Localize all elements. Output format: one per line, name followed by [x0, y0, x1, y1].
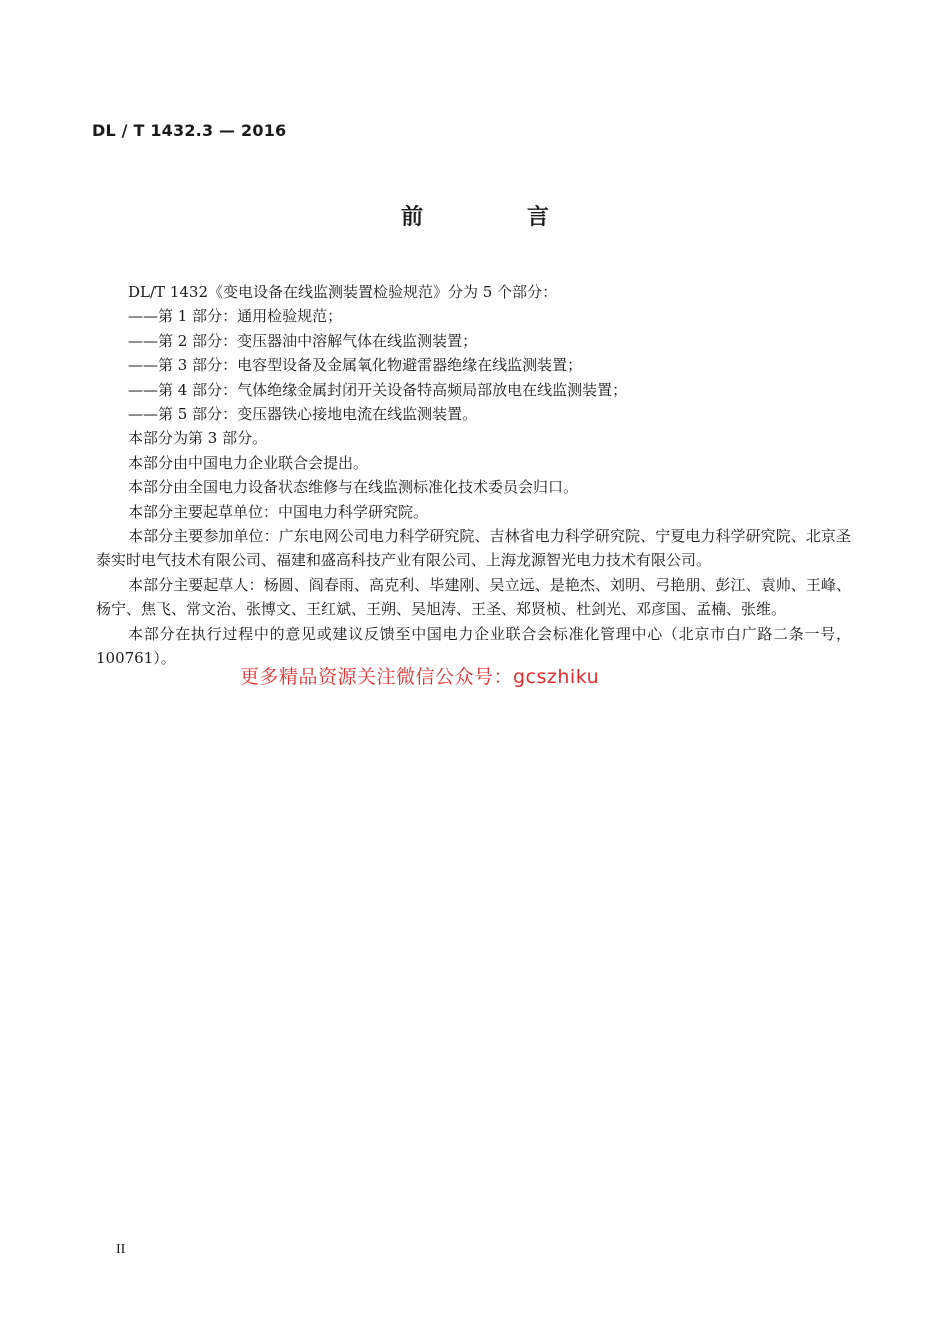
feedback-statement: 本部分在执行过程中的意见或建议反馈至中国电力企业联合会标准化管理中心（北京市白广路二条一号，100761）。	[96, 624, 851, 668]
part-list-item: ——第 3 部分：电容型设备及金属氧化物避雷器绝缘在线监测装置；	[128, 356, 583, 375]
participating-units-statement: 本部分主要参加单位：广东电网公司电力科学研究院、吉林省电力科学研究院、宁夏电力科学研究院、北京圣泰实时电气技术有限公司、福建和盛高科技产业有限公司、上海龙源智光电力技术有限公司。	[96, 527, 851, 570]
committee-statement: 本部分由全国电力设备状态维修与在线监测标准化技术委员会归口。	[128, 478, 579, 497]
page-title: 前 言	[401, 205, 597, 230]
document-body	[96, 280, 851, 671]
drafting-unit-statement: 本部分主要起草单位：中国电力科学研究院。	[128, 502, 429, 521]
part-statement: 本部分为第 3 部分。	[128, 429, 268, 448]
watermark-text: 更多精品资源关注微信公众号：gcszhiku	[240, 666, 600, 688]
proposer-statement: 本部分由中国电力企业联合会提出。	[128, 453, 369, 472]
part-list-item: ——第 4 部分：气体绝缘金属封闭开关设备特高频局部放电在线监测装置；	[128, 380, 628, 399]
intro-paragraph: DL/T 1432《变电设备在线监测装置检验规范》分为 5 个部分：	[128, 283, 558, 301]
page-number: II	[116, 1242, 126, 1257]
drafters-statement: 本部分主要起草人：杨圆、阎春雨、高克利、毕建刚、吴立远、是艳杰、刘明、弓艳朋、彭江、袁帅、王峰、杨宁、焦飞、常文治、张博文、王红斌、王朔、吴旭涛、王圣、郑贤桢、杜剑光、邓彦国、孟楠、张维。	[96, 575, 851, 619]
part-list-item: ——第 1 部分：通用检验规范；	[128, 307, 343, 326]
part-list-item: ——第 5 部分：变压器铁心接地电流在线监测装置。	[128, 405, 478, 424]
standard-number: DL / T 1432.3 — 2016	[92, 121, 287, 140]
part-list-item: ——第 2 部分：变压器油中溶解气体在线监测装置；	[128, 331, 478, 350]
